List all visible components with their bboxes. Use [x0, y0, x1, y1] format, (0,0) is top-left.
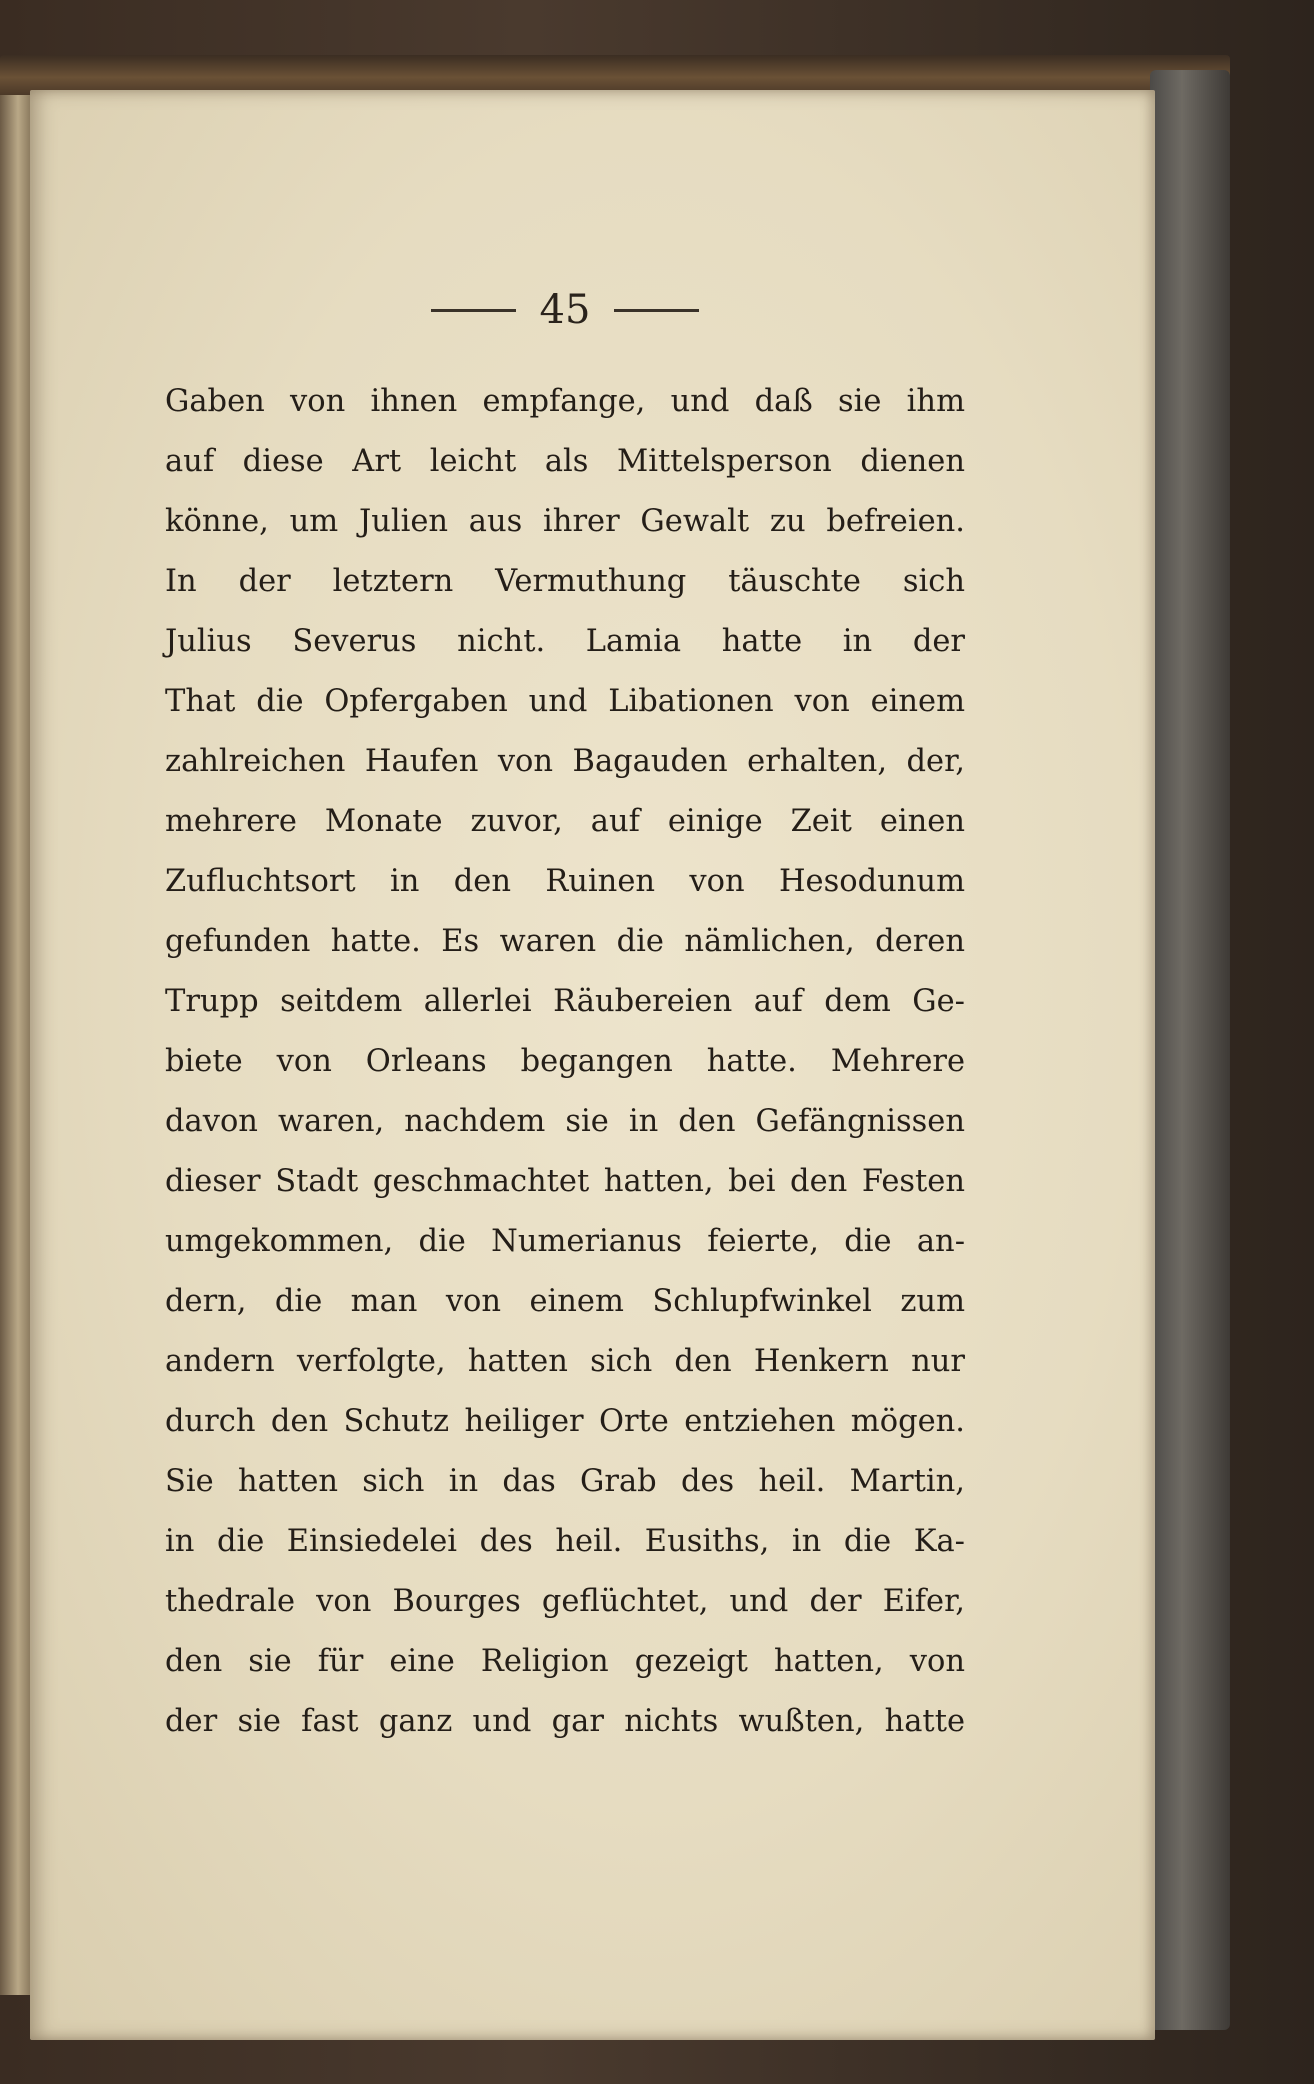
body-text [165, 372, 965, 1752]
facing-page-edge [0, 95, 30, 1995]
text-line: gefunden hatte. Es waren die nämlichen, deren [165, 924, 965, 959]
text-line: auf diese Art leicht als Mittelsperson dienen [165, 444, 965, 479]
text-line: mehrere Monate zuvor, auf einige Zeit einen [165, 804, 965, 839]
text-line: andern verfolgte, hatten sich den Henkern nur [165, 1344, 965, 1379]
page-number: 45 [539, 287, 591, 333]
text-line: Gaben von ihnen empfange, und daß sie ihm [165, 384, 965, 419]
text-line: biete von Orleans begangen hatte. Mehrere [165, 1044, 965, 1079]
text-line: That die Opfergaben und Libationen von einem [165, 684, 965, 719]
text-line: den sie für eine Religion gezeigt hatten, von [165, 1644, 965, 1679]
header-rule-left [431, 309, 516, 312]
text-line: dieser Stadt geschmachtet hatten, bei den Festen [165, 1164, 965, 1199]
text-line: in die Einsiedelei des heil. Eusiths, in die Ka- [165, 1524, 965, 1559]
text-line: könne, um Julien aus ihrer Gewalt zu befreien. [165, 504, 965, 539]
text-line: Zufluchtsort in den Ruinen von Hesodunum [165, 864, 965, 899]
text-line: dern, die man von einem Schlupfwinkel zum [165, 1284, 965, 1319]
text-line: zahlreichen Haufen von Bagauden erhalten, der, [165, 744, 965, 779]
text-line: davon waren, nachdem sie in den Gefängnissen [165, 1104, 965, 1139]
book-cover-edge [1150, 70, 1230, 2030]
text-line: der sie fast ganz und gar nichts wußten, hatte [165, 1704, 965, 1739]
header-rule-right [614, 309, 699, 312]
text-line: Trupp seitdem allerlei Räubereien auf dem Ge- [165, 984, 965, 1019]
page-header [385, 280, 745, 340]
text-line: thedrale von Bourges geflüchtet, und der Eifer, [165, 1584, 965, 1619]
text-line: umgekommen, die Numerianus feierte, die an- [165, 1224, 965, 1259]
text-line: durch den Schutz heiliger Orte entziehen mögen. [165, 1404, 965, 1439]
text-line: In der letztern Vermuthung täuschte sich [165, 564, 965, 599]
text-line: Julius Severus nicht. Lamia hatte in der [165, 624, 965, 659]
text-line: Sie hatten sich in das Grab des heil. Martin, [165, 1464, 965, 1499]
